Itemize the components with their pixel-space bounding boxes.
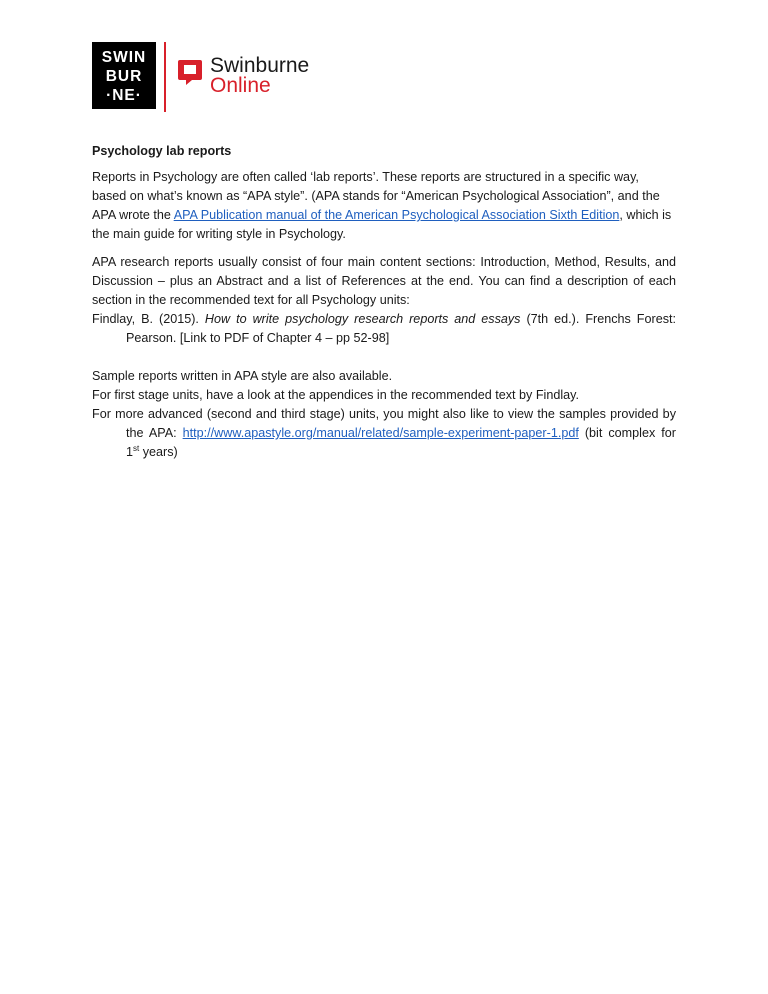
brand-subtitle: Online bbox=[210, 74, 271, 97]
reference-author: Findlay, B. (2015). bbox=[92, 312, 205, 326]
brand-name: Swinburne bbox=[210, 54, 310, 77]
swin-line-1: SWIN bbox=[101, 49, 147, 66]
intro-text-after: , which is the main guide for writing style in Psychology. bbox=[92, 208, 672, 241]
document-body bbox=[92, 142, 676, 462]
intro-paragraph bbox=[92, 168, 676, 244]
page-title: Psychology lab reports bbox=[92, 144, 232, 158]
speech-bubble-icon bbox=[176, 58, 204, 86]
samples-line-3-after: (bit complex for 1 bbox=[126, 426, 676, 459]
swin-line-3: ·NE· bbox=[106, 87, 142, 104]
samples-line-2: For first stage units, have a look at the appendices in the recommended text by Findlay. bbox=[92, 388, 579, 402]
reference-title: How to write psychology research reports and essays bbox=[204, 312, 521, 326]
swinburne-wordmark-box bbox=[92, 42, 156, 109]
brand-lockup bbox=[176, 56, 309, 96]
samples-line-3-text: For more advanced (second and third stage) units, you might also like to view the samples provided by the APA: bbox=[92, 407, 676, 440]
swinburne-online-logo bbox=[92, 42, 309, 114]
swin-line-2: BUR bbox=[105, 68, 143, 85]
findlay-reference bbox=[92, 310, 676, 348]
samples-line-3 bbox=[92, 405, 676, 462]
logo-divider bbox=[164, 42, 166, 112]
samples-line-3-end: years) bbox=[139, 445, 178, 459]
apa-manual-link[interactable]: APA Publication manual of the American Psychological Association Sixth Edition bbox=[173, 208, 620, 222]
ordinal-superscript: st bbox=[133, 443, 140, 453]
intro-text-before: Reports in Psychology are often called ‘lab reports’. These reports are structured in a specific way, based on what’s known as “APA style”. (APA stands for “American Psychological Association”, and the APA wrote the bbox=[92, 170, 660, 222]
apa-sample-paper-link[interactable]: http://www.apastyle.org/manual/related/sample-experiment-paper-1.pdf bbox=[182, 426, 579, 440]
samples-line-1: Sample reports written in APA style are also available. bbox=[92, 369, 393, 383]
reference-rest: (7th ed.). Frenchs Forest: Pearson. [Link to PDF of Chapter 4 – pp 52-98] bbox=[126, 312, 676, 345]
sections-paragraph: APA research reports usually consist of four main content sections: Introduction, Method, Results, and Discussion – plus an Abstract and a list of References at the end. You can find a description of each section in the recommended text for all Psychology units: bbox=[92, 255, 676, 307]
